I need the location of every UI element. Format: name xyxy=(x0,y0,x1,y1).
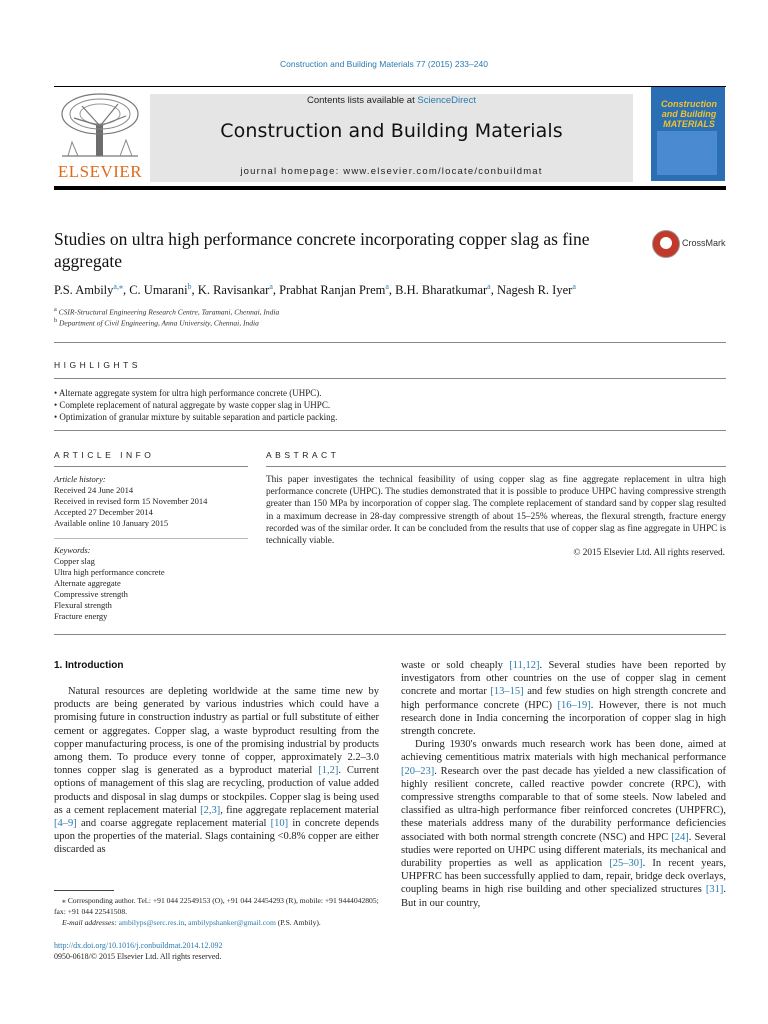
email-note: E-mail addresses: ambilyps@serc.res.in, ambilypshanker@gmail.com (P.S. Ambily). xyxy=(62,918,321,927)
author-name: P.S. Ambily xyxy=(54,283,114,298)
cover-image xyxy=(657,131,717,175)
history-line: Accepted 27 December 2014 xyxy=(54,507,153,517)
divider xyxy=(54,466,248,467)
issn-line: 0950-0618/© 2015 Elsevier Ltd. All rights reserved. xyxy=(54,952,222,961)
divider xyxy=(54,342,726,343)
keyword: Flexural strength xyxy=(54,600,112,610)
footnote-rule xyxy=(54,890,114,891)
citation-link[interactable]: [10] xyxy=(270,818,289,830)
affiliation-sup: a xyxy=(54,306,57,313)
article-title: Studies on ultra high performance concrete incorporating copper slag as fine aggregate xyxy=(54,229,590,271)
crossmark-icon[interactable] xyxy=(652,230,680,258)
doi-link[interactable]: http://dx.doi.org/10.1016/j.conbuildmat.2014.12.092 xyxy=(54,941,223,950)
sciencedirect-link[interactable]: ScienceDirect xyxy=(417,95,476,106)
article-info-heading: ARTICLE INFO xyxy=(54,450,155,460)
keywords-label: Keywords: xyxy=(54,545,91,555)
author-name: C. Umarani xyxy=(129,283,188,298)
header-thick-rule xyxy=(54,186,726,190)
citation-link[interactable]: [11,12] xyxy=(509,660,540,671)
author-sup[interactable]: a,⁎ xyxy=(113,282,123,291)
affiliation xyxy=(54,317,259,328)
author-list: P.S. Ambily$^{a,⁎}$, C. Umarani$^b$, K. Ravisankar$^a$, Prabhat Ranjan Prem$^a$, B.H. Bharatkumar$^a$, Nagesh R. Iyer$^a$ xyxy=(54,282,576,298)
history-line: Received in revised form 15 November 2014 xyxy=(54,496,208,506)
author-name: Nagesh R. Iyer xyxy=(496,283,573,298)
citation-link[interactable]: [2,3] xyxy=(200,804,221,816)
intro-paragraph: During 1930's onwards much research work has been done, aimed at achieving cementitious matrix materials with high mechanical performance [20–23]. Research over the past decade has yielded a new classification of highly resilient concrete, called reactive powder concrete (RPC), with compressive strengths comparable to that of some steels. Now labeled and classified as ultra-high performance fiber reinforced concretes (UHPFRC), these materials address many of the durability performance deficiencies associated with both normal strength concrete (NSC) and HPC [24]. Several studies were reported on UHPC using different materials, its mechanical and durability properties as well as application [25–30]. In recent years, UHPFRC has been successfully applied to dam, repair, bridge deck overlays, coupling beams in high rise building and other specialized structures [31]. But in our country, xyxy=(401,739,726,909)
keyword: Ultra high performance concrete xyxy=(54,567,165,577)
author-sup[interactable]: a xyxy=(269,282,273,291)
intro-right-column xyxy=(401,659,726,910)
email-label: E-mail addresses: xyxy=(62,918,119,927)
divider xyxy=(54,538,248,539)
journal-name: Construction and Building Materials xyxy=(220,120,563,142)
keyword: Fracture energy xyxy=(54,611,108,621)
affiliation-text: CSIR-Structural Engineering Research Centre, Taramani, Chennai, India xyxy=(58,307,280,317)
keyword: Copper slag xyxy=(54,556,95,566)
author-name: Prabhat Ranjan Prem xyxy=(279,283,386,298)
affiliation-sup: b xyxy=(54,317,58,324)
keyword: Alternate aggregate xyxy=(54,578,121,588)
citation-link[interactable]: [16–19] xyxy=(557,699,591,711)
publisher-name: ELSEVIER xyxy=(57,162,143,181)
highlight-item: • Alternate aggregate system for ultra high performance concrete (UHPC). xyxy=(54,388,322,398)
keyword: Compressive strength xyxy=(54,589,128,599)
author-sup[interactable]: a xyxy=(487,282,491,291)
divider xyxy=(266,466,726,467)
contents-prefix: Contents lists available at xyxy=(307,95,418,106)
citation-link[interactable]: [31] xyxy=(705,884,724,896)
highlight-item: • Complete replacement of natural aggregate by waste copper slag in UHPC. xyxy=(54,400,331,410)
header-rule xyxy=(54,86,726,87)
author-name: B.H. Bharatkumar xyxy=(395,283,488,298)
citation-link[interactable]: [24] xyxy=(671,831,689,843)
cover-title: Construction and Building MATERIALS xyxy=(661,99,717,129)
abstract-copyright: © 2015 Elsevier Ltd. All rights reserved. xyxy=(573,548,725,558)
abstract-heading: ABSTRACT xyxy=(266,450,340,460)
intro-left-column xyxy=(54,685,379,857)
affiliation-text: Department of Civil Engineering, Anna University, Chennai, India xyxy=(59,318,259,328)
intro-paragraph: waste or sold cheaply [11,12]. Several studies have been reported by investigators from other countries on the use of copper slag in cement concrete and mortar [13–15] and few studies on high strength concrete and high performance concrete (HPC) [16–19]. However, there is not much research done in India concerning the incorporation of copper slag in high strength concrete. xyxy=(401,660,726,738)
abstract-text: This paper investigates the technical feasibility of using copper slag as fine aggregate replacement in ultra high performance concrete (UHPC). The studies demonstrated that it is possible to produce UHPC having compressive strength greater than 150 MPa by incorporation of copper slag. The complete replacement of standard sand by copper slag resulted in a maximum decrease in 28-day compressive strength of about 15–25% whereas, the flexural strength, fracture energy recorded was of the similar order. It can be concluded from the results that use of copper slag as fine aggregate in UHPC is technically viable. xyxy=(266,475,726,547)
journal-citation[interactable]: Construction and Building Materials 77 (2015) 233–240 xyxy=(280,59,488,69)
citation-link[interactable]: [1,2] xyxy=(318,765,339,777)
highlight-item: • Optimization of granular mixture by suitable separation and particle packing. xyxy=(54,412,338,422)
email-link[interactable]: ambilypshanker@gmail.com xyxy=(188,918,276,927)
journal-homepage[interactable]: journal homepage: www.elsevier.com/locate/conbuildmat xyxy=(240,166,543,177)
journal-cover[interactable] xyxy=(651,87,725,181)
corresponding-author-note: ⁎ Corresponding author. Tel.: +91 044 22549153 (O), +91 044 24454293 (R), mobile: +91 9444042805; fax: +91 044 22541508. xyxy=(54,896,379,916)
history-line: Available online 10 January 2015 xyxy=(54,518,169,528)
intro-paragraph: Natural resources are depleting worldwide at the same time new by products are being generated by various industries which could have a promising future in construction industry as partial or full substitute of either cement or aggregates. Copper slag, a waste byproduct resulting from the copper manufacturing process, is one of the promising industrial by products among them. To produce every tonne of copper, approximately 2.2–3.0 tonnes copper slag is generated as a byproduct material [1,2]. Current options of management of this slag are recycling, production of value added products and disposal in slag dumps or stockpiles. Copper slag is being used as a cement replacement material [2,3], fine aggregate replacement material [4–9] and coarse aggregate replacement material [10] in concrete depends upon the properties of the material. Slags containing <0.8% copper are either discarded as xyxy=(54,686,380,856)
author-sup[interactable]: b xyxy=(187,282,192,291)
divider xyxy=(54,634,726,635)
author-sup[interactable]: a xyxy=(572,282,576,291)
author-name: K. Ravisankar xyxy=(197,283,270,298)
email-link[interactable]: ambilyps@serc.res.in xyxy=(118,918,185,927)
author-sup[interactable]: a xyxy=(385,282,389,291)
section-heading: 1. Introduction xyxy=(54,660,124,671)
citation-link[interactable]: [20–23] xyxy=(401,765,435,777)
history-line: Received 24 June 2014 xyxy=(54,485,134,495)
citation-link[interactable]: [4–9] xyxy=(54,818,77,830)
crossmark-label[interactable]: CrossMark xyxy=(682,238,726,248)
affiliation xyxy=(54,306,279,317)
elsevier-tree-icon xyxy=(54,92,146,162)
divider xyxy=(54,378,726,379)
divider xyxy=(54,430,726,431)
contents-line xyxy=(150,95,633,106)
citation-link[interactable]: [13–15] xyxy=(490,686,524,698)
citation-link[interactable]: [25–30] xyxy=(609,858,643,870)
highlights-heading: HIGHLIGHTS xyxy=(54,360,141,370)
history-label: Article history: xyxy=(54,474,106,484)
